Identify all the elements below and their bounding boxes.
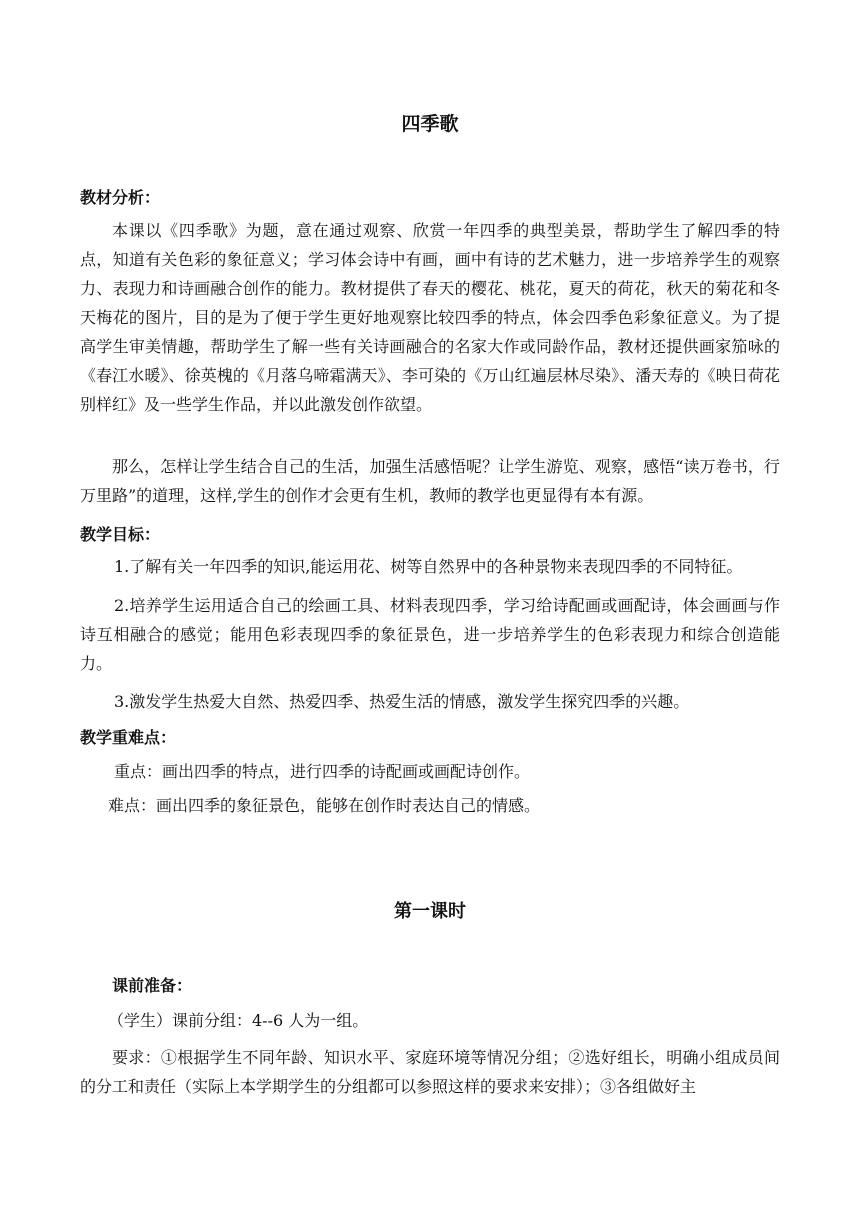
teaching-goals-heading: 教学目标：: [80, 525, 161, 544]
material-analysis-heading: 教材分析：: [80, 188, 161, 207]
teaching-goal-2: 2.培养学生运用适合自己的绘画工具、材料表现四季，学习给诗配画或画配诗，体会画画与作诗互相融合的感觉；能用色彩表现四季的象征景色，进一步培养学生的色彩表现力和综合创造能力。: [80, 596, 780, 673]
difficult-point: 难点：画出四季的象征景色，能够在创作时表达自己的情感。: [108, 796, 541, 815]
pre-class-preparation-heading: 课前准备：: [112, 976, 193, 995]
material-analysis-paragraph-1: 本课以《四季歌》为题，意在通过观察、欣赏一年四季的典型美景，帮助学生了解四季的特点，知道有关色彩的象征意义；学习体会诗中有画，画中有诗的艺术魅力，进一步培养学生的观察力、表现力和诗画融合创作的能力。教材提供了春天的樱花、桃花，夏天的荷花，秋天的菊花和冬天梅花的图片，目的是为了便于学生更好地观察比较四季的特点，体会四季色彩象征意义。为了提高学生审美情趣，帮助学生了解一些有关诗画融合的名家大作或同龄作品，教材还提供画家笳咏的《春江水暖》、徐英槐的《月落乌啼霜满天》、李可染的《万山红遍层林尽染》、潘天寿的《映日荷花别样红》及一些学生作品，并以此激发创作欲望。: [80, 221, 780, 414]
pre-class-grouping: （学生）课前分组：4--6 人为一组。: [108, 1011, 369, 1030]
key-point: 重点：画出四季的特点，进行四季的诗配画或画配诗创作。: [114, 762, 531, 781]
lesson-title: 第一课时: [394, 901, 466, 922]
material-analysis-paragraph-2: 那么，怎样让学生结合自己的生活，加强生活感悟呢？让学生游览、观察，感悟“读万卷书，行万里路”的道理，这样,学生的创作才会更有生机，教师的教学也更显得有本有源。: [80, 457, 780, 505]
document-title: 四季歌: [401, 113, 459, 135]
pre-class-requirements: 要求：①根据学生不同年龄、知识水平、家庭环境等情况分组；②选好组长，明确小组成员间的分工和责任（实际上本学期学生的分组都可以参照这样的要求来安排）；③各组做好主: [80, 1048, 780, 1096]
teaching-goal-1: 1.了解有关一年四季的知识,能运用花、树等自然界中的各种景物来表现四季的不同特征。: [114, 557, 743, 576]
teaching-goal-3: 3.激发学生热爱大自然、热爱四季、热爱生活的情感，激发学生探究四季的兴趣。: [114, 692, 690, 711]
key-difficult-points-heading: 教学重难点：: [80, 728, 177, 747]
